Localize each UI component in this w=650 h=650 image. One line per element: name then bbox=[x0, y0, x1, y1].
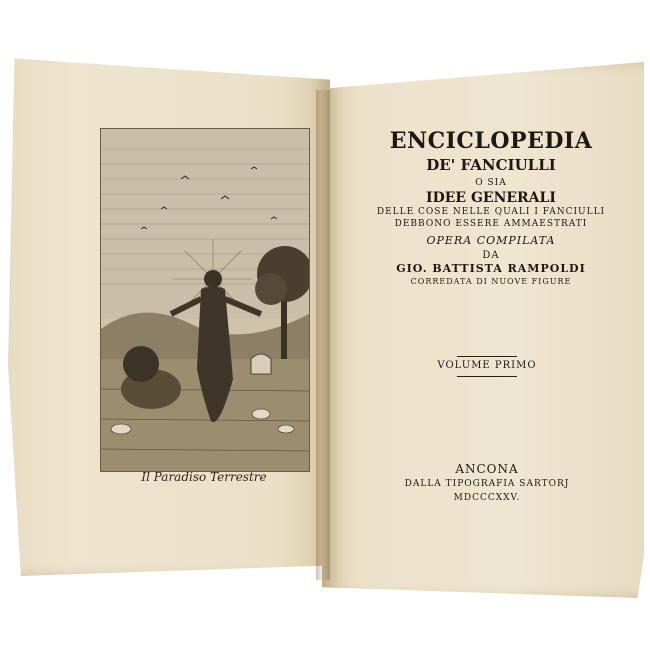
volume-rule-bottom bbox=[457, 376, 517, 377]
corredata-text: CORREDATA DI NUOVE FIGURE bbox=[410, 277, 572, 286]
engraving-illustration bbox=[101, 129, 309, 471]
book-gutter bbox=[316, 90, 330, 580]
imprint-city: ANCONA bbox=[455, 462, 519, 476]
imprint-publisher: DALLA TIPOGRAFIA SARTORJ bbox=[404, 479, 570, 489]
opera-compilata-text: OPERA COMPILATA bbox=[426, 234, 556, 247]
frontispiece-engraving bbox=[100, 128, 310, 472]
volume-label: VOLUME PRIMO bbox=[437, 360, 537, 371]
imprint-year: MDCCCXXV. bbox=[453, 493, 521, 503]
book-title: ENCICLOPEDIA bbox=[389, 128, 593, 154]
imprint-block bbox=[380, 462, 594, 503]
volume-rule-top bbox=[457, 356, 517, 357]
title-block bbox=[330, 128, 650, 286]
o-sia-text: O SIA bbox=[475, 178, 507, 188]
idee-generali-text: IDEE GENERALI bbox=[426, 190, 556, 206]
book-subtitle: DE' FANCIULLI bbox=[426, 156, 556, 174]
author-name: GIO. BATTISTA RAMPOLDI bbox=[396, 262, 586, 275]
description-line-2: DEBBONO ESSERE AMMAESTRATI bbox=[394, 219, 588, 229]
da-text: DA bbox=[482, 250, 500, 261]
plate-caption: Il Paradiso Terrestre bbox=[141, 470, 267, 484]
description-line-1: DELLE COSE NELLE QUALI I FANCIULLI bbox=[376, 207, 606, 217]
